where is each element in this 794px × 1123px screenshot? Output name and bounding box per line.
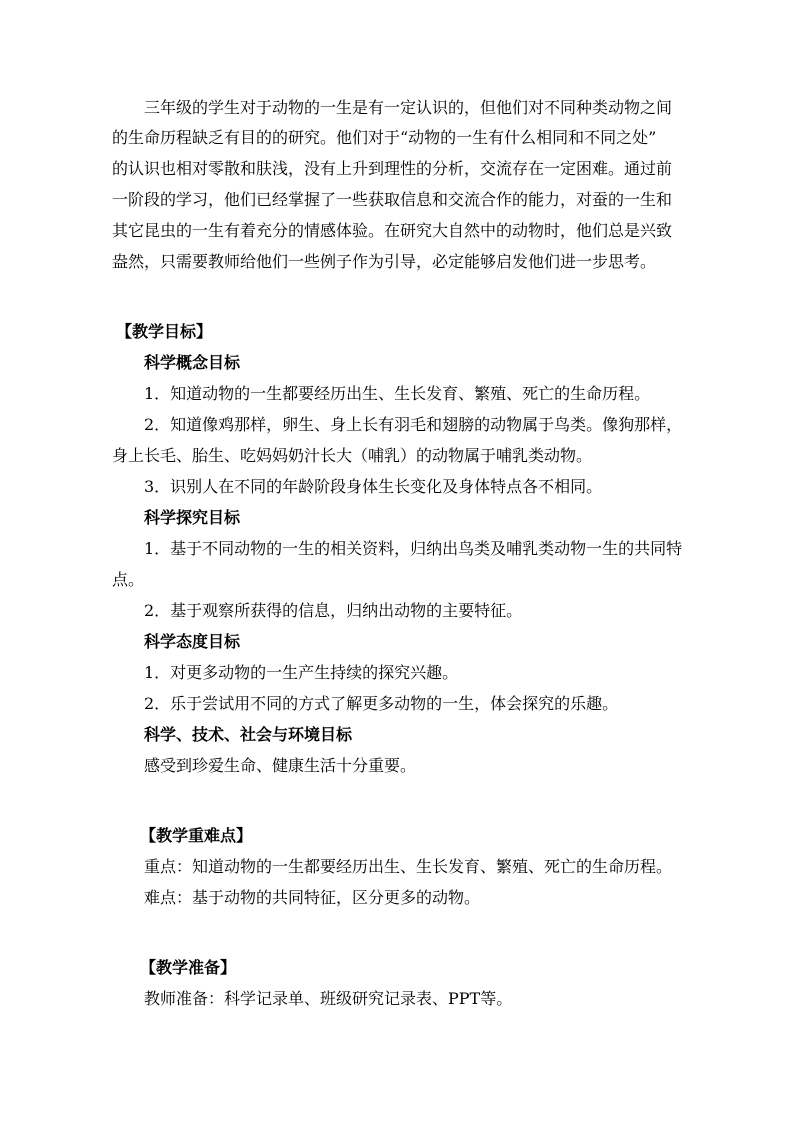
inquiry-item-2: 2．基于观察所获得的信息，归纳出动物的主要特征。: [144, 601, 523, 620]
inquiry-item-1-cont: 点。: [112, 570, 145, 589]
intro-line-3: 的认识也相对零散和肤浅，没有上升到理性的分析，交流存在一定困难。通过前: [112, 159, 673, 178]
inquiry-title: 科学探究目标: [144, 508, 241, 527]
stse-title: 科学、技术、社会与环境目标: [144, 725, 353, 744]
attitude-item-1: 1．对更多动物的一生产生持续的探究兴趣。: [144, 663, 459, 682]
inquiry-item-1: 1．基于不同动物的一生的相关资料，归纳出鸟类及哺乳类动物一生的共同特: [144, 539, 683, 558]
concept-title: 科学概念目标: [144, 353, 241, 372]
intro-line-6: 盎然，只需要教师给他们一些例子作为引导，必定能够启发他们进一步思考。: [112, 252, 657, 271]
concept-item-2-cont: 身上长毛、胎生、吃妈妈奶汁长大（哺乳）的动物属于哺乳类动物。: [112, 446, 593, 465]
intro-line-1: 三年级的学生对于动物的一生是有一定认识的，但他们对不同种类动物之间: [144, 98, 673, 117]
intro-line-2: 的生命历程缺乏有目的的研究。他们对于“动物的一生有什么相同和不同之处”: [112, 128, 657, 147]
key-points-heading: 【教学重难点】: [140, 826, 253, 845]
intro-line-4: 一阶段的学习，他们已经掌握了一些获取信息和交流合作的能力，对蚕的一生和: [112, 190, 673, 209]
concept-item-1: 1．知道动物的一生都要经历出生、生长发育、繁殖、死亡的生命历程。: [144, 384, 651, 403]
concept-item-2: 2．知道像鸡那样，卵生、身上长有羽毛和翅膀的动物属于鸟类。像狗那样，: [144, 415, 683, 434]
stse-item-1: 感受到珍爱生命、健康生活十分重要。: [144, 756, 417, 775]
preparation-item: 教师准备：科学记录单、班级研究记录表、PPT等。: [144, 989, 513, 1008]
objectives-heading: 【教学目标】: [116, 322, 213, 341]
concept-item-3: 3．识别人在不同的年龄阶段身体生长变化及身体特点各不相同。: [144, 477, 603, 496]
preparation-heading: 【教学准备】: [140, 958, 237, 977]
key-point-item: 重点：知道动物的一生都要经历出生、生长发育、繁殖、死亡的生命历程。: [144, 857, 673, 876]
attitude-title: 科学态度目标: [144, 632, 241, 651]
attitude-item-2: 2．乐于尝试用不同的方式了解更多动物的一生，体会探究的乐趣。: [144, 694, 619, 713]
intro-line-5: 其它昆虫的一生有着充分的情感体验。在研究大自然中的动物时，他们总是兴致: [112, 221, 673, 240]
difficult-point-item: 难点：基于动物的共同特征，区分更多的动物。: [144, 888, 481, 907]
